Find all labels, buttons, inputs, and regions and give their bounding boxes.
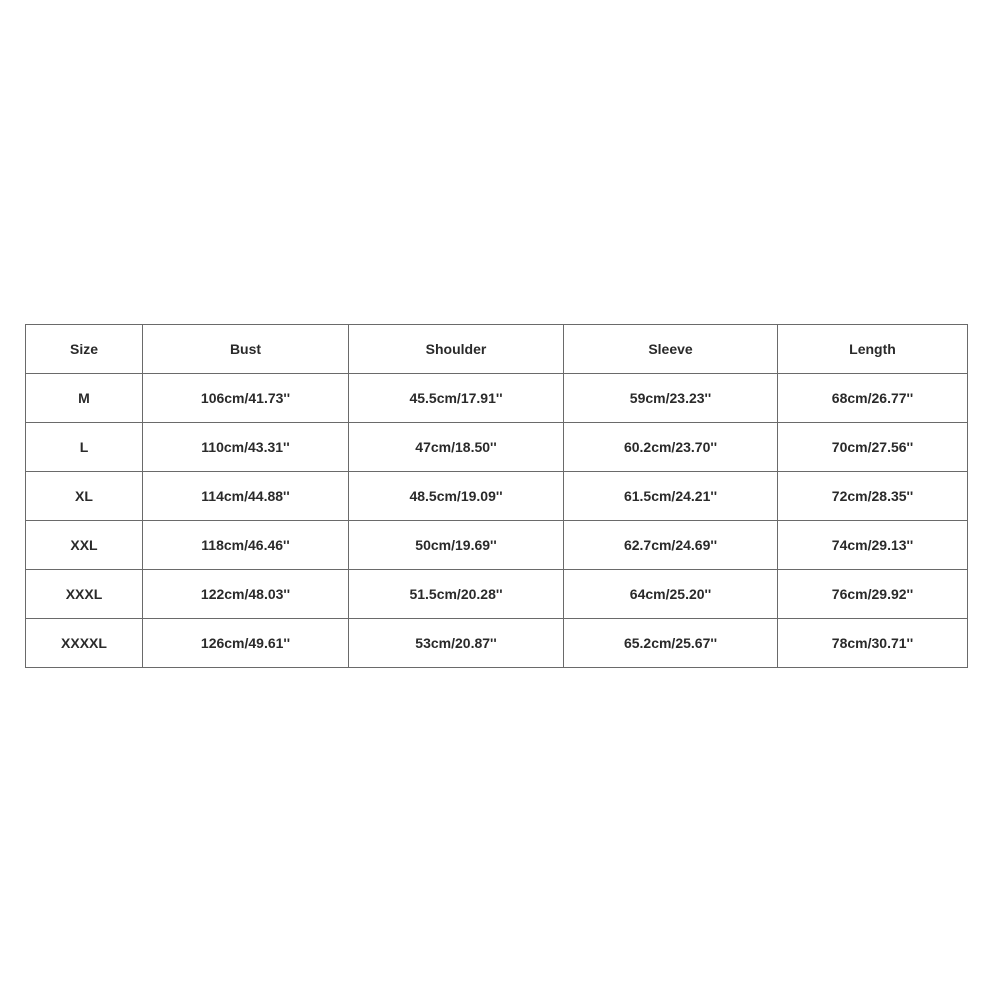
table-row xyxy=(26,619,968,668)
header-sleeve: Sleeve xyxy=(564,325,778,374)
header-length: Length xyxy=(778,325,968,374)
table-row xyxy=(26,570,968,619)
cell-sleeve: 61.5cm/24.21'' xyxy=(564,472,778,521)
table-header-row xyxy=(26,325,968,374)
header-size: Size xyxy=(26,325,143,374)
cell-shoulder: 53cm/20.87'' xyxy=(349,619,564,668)
table-row xyxy=(26,521,968,570)
cell-bust: 106cm/41.73'' xyxy=(143,374,349,423)
cell-shoulder: 45.5cm/17.91'' xyxy=(349,374,564,423)
table-row xyxy=(26,423,968,472)
cell-length: 72cm/28.35'' xyxy=(778,472,968,521)
cell-bust: 110cm/43.31'' xyxy=(143,423,349,472)
cell-size: XL xyxy=(26,472,143,521)
cell-sleeve: 62.7cm/24.69'' xyxy=(564,521,778,570)
cell-bust: 126cm/49.61'' xyxy=(143,619,349,668)
cell-shoulder: 51.5cm/20.28'' xyxy=(349,570,564,619)
cell-size: M xyxy=(26,374,143,423)
cell-bust: 118cm/46.46'' xyxy=(143,521,349,570)
cell-shoulder: 50cm/19.69'' xyxy=(349,521,564,570)
table-row xyxy=(26,374,968,423)
cell-size: L xyxy=(26,423,143,472)
header-bust: Bust xyxy=(143,325,349,374)
header-shoulder: Shoulder xyxy=(349,325,564,374)
cell-shoulder: 48.5cm/19.09'' xyxy=(349,472,564,521)
cell-shoulder: 47cm/18.50'' xyxy=(349,423,564,472)
table-row xyxy=(26,472,968,521)
cell-bust: 114cm/44.88'' xyxy=(143,472,349,521)
cell-sleeve: 64cm/25.20'' xyxy=(564,570,778,619)
size-chart-table xyxy=(25,324,968,668)
cell-sleeve: 65.2cm/25.67'' xyxy=(564,619,778,668)
cell-size: XXXXL xyxy=(26,619,143,668)
cell-length: 76cm/29.92'' xyxy=(778,570,968,619)
cell-sleeve: 59cm/23.23'' xyxy=(564,374,778,423)
cell-length: 68cm/26.77'' xyxy=(778,374,968,423)
cell-size: XXL xyxy=(26,521,143,570)
cell-length: 78cm/30.71'' xyxy=(778,619,968,668)
cell-sleeve: 60.2cm/23.70'' xyxy=(564,423,778,472)
cell-length: 74cm/29.13'' xyxy=(778,521,968,570)
cell-bust: 122cm/48.03'' xyxy=(143,570,349,619)
cell-length: 70cm/27.56'' xyxy=(778,423,968,472)
cell-size: XXXL xyxy=(26,570,143,619)
